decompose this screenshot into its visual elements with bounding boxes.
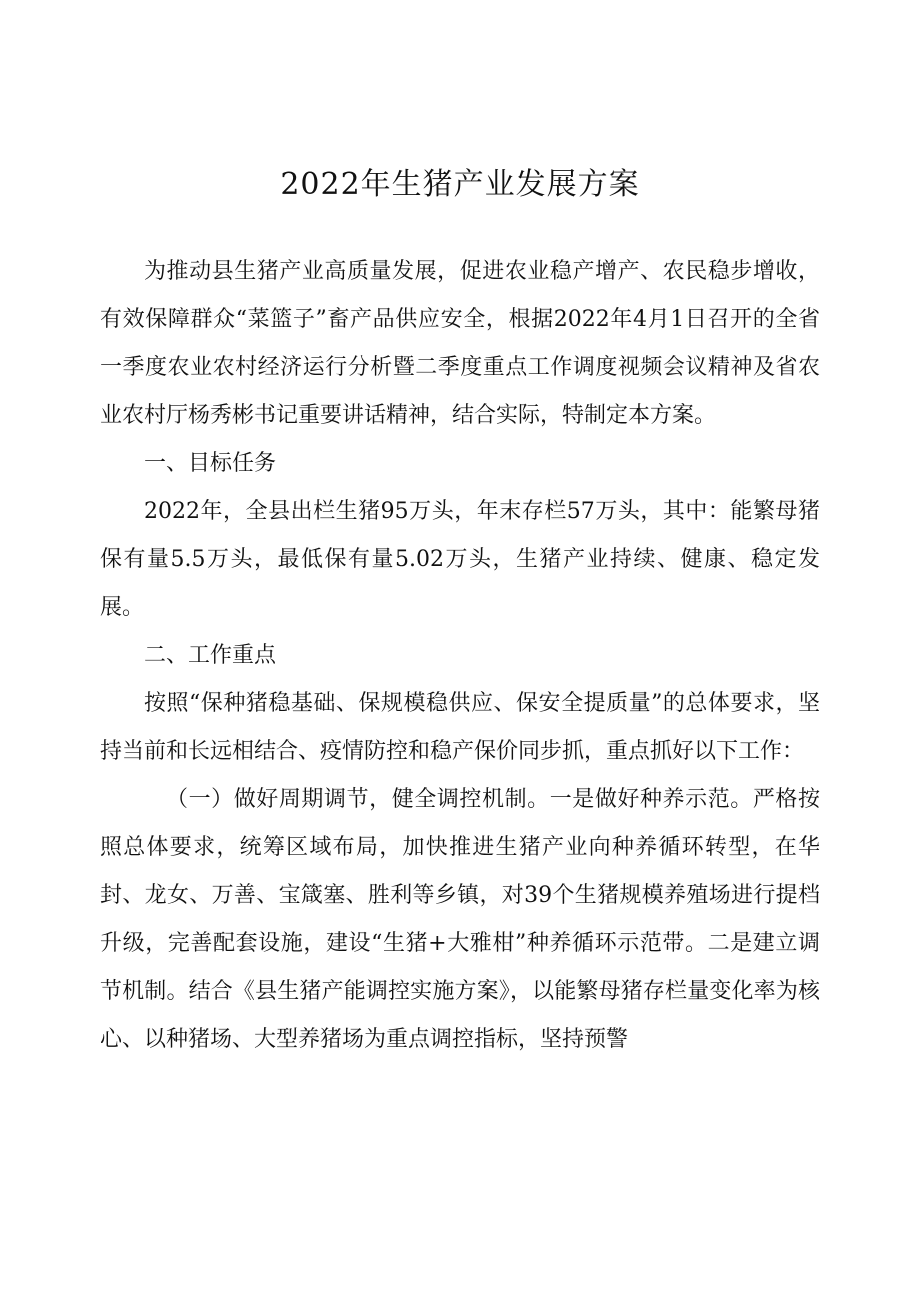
subsection-paragraph-1: （一）做好周期调节，健全调控机制。一是做好种养示范。严格按照总体要求，统筹区域布局，加快推进生猪产业向种养循环转型，在华封、龙女、万善、宝箴塞、胜利等乡镇，对39个生猪规模养殖场进行提档升级，完善配套设施，建设“生猪+大雅柑”种养循环示范带。二是建立调节机制。结合《县生猪产能调控实施方案》，以能繁母猪存栏量变化率为核心、以种猪场、大型养猪场为重点调控指标，坚持预警 bbox=[100, 787, 820, 1052]
section-heading-goals: 一、目标任务 bbox=[144, 451, 277, 476]
section-heading-focus: 二、工作重点 bbox=[144, 643, 277, 668]
document-body bbox=[100, 248, 820, 1064]
focus-paragraph: 按照“保种猪稳基础、保规模稳供应、保安全提质量”的总体要求，坚持当前和长远相结合、疫情防控和稳产保价同步抓，重点抓好以下工作： bbox=[100, 691, 820, 764]
intro-paragraph: 为推动县生猪产业高质量发展，促进农业稳产增产、农民稳步增收，有效保障群众“菜篮子”畜产品供应安全，根据2022年4月1日召开的全省一季度农业农村经济运行分析暨二季度重点工作调度视频会议精神及省农业农村厅杨秀彬书记重要讲话精神，结合实际，特制定本方案。 bbox=[100, 259, 820, 428]
document-title: 2022年生猪产业发展方案 bbox=[280, 167, 640, 202]
goals-paragraph: 2022年，全县出栏生猪95万头，年末存栏57万头，其中：能繁母猪保有量5.5万头，最低保有量5.02万头，生猪产业持续、健康、稳定发展。 bbox=[100, 499, 820, 620]
